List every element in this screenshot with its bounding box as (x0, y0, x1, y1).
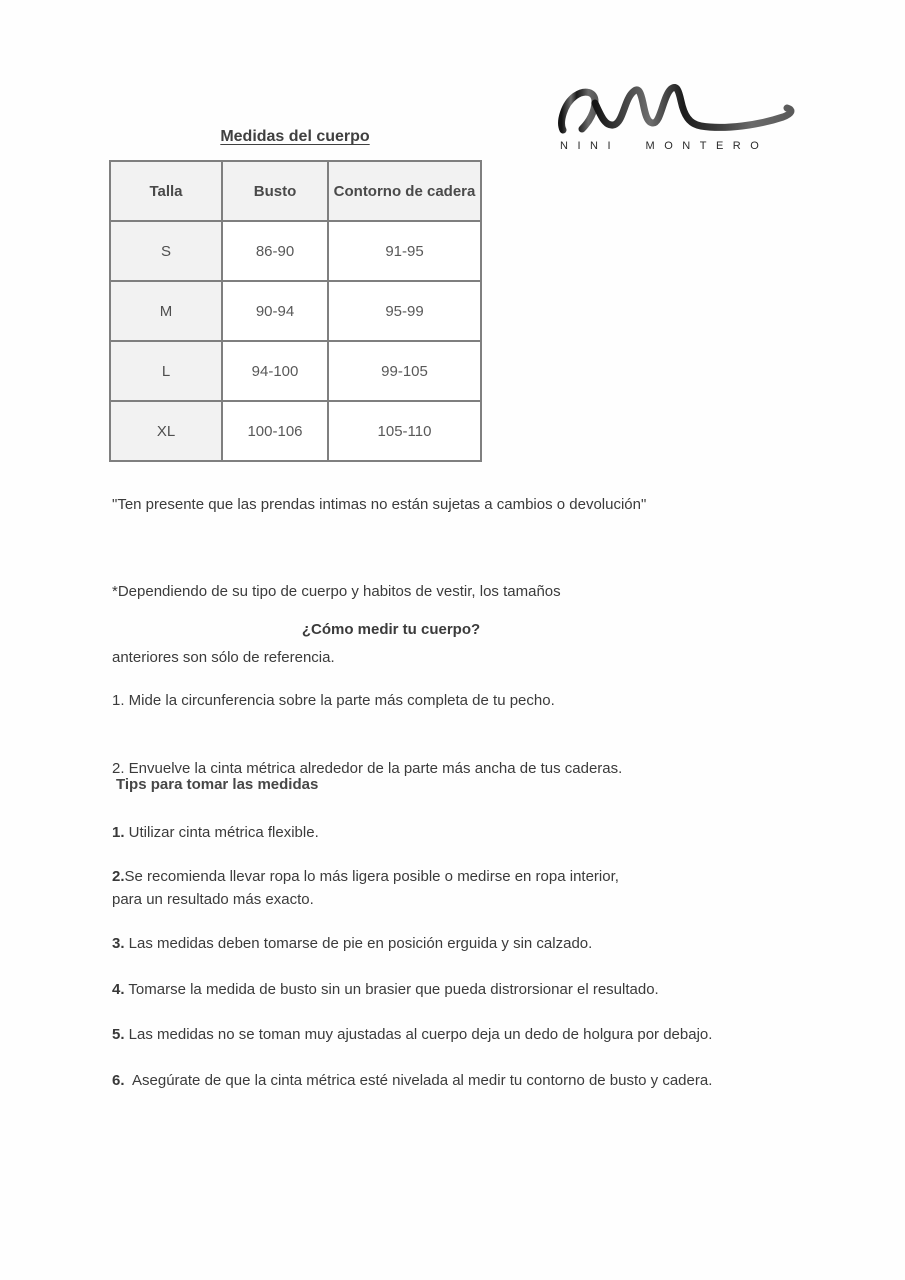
table-header-row (110, 161, 481, 221)
cadera-cell: 105-110 (328, 401, 481, 461)
how-to-step: 1. Mide la circunferencia sobre la parte más completa de tu pecho. (112, 692, 555, 709)
busto-cell: 86-90 (222, 221, 328, 281)
tip-item (112, 932, 752, 955)
tip-item (112, 865, 752, 911)
tip-item (112, 821, 752, 844)
cadera-cell: 95-99 (328, 281, 481, 341)
page-title: Medidas del cuerpo (220, 128, 370, 145)
size-cell: L (110, 341, 222, 401)
brand-name: NINI MONTERO (560, 140, 769, 152)
busto-cell: 90-94 (222, 281, 328, 341)
tips-heading: Tips para tomar las medidas (116, 776, 319, 793)
column-header-busto: Busto (222, 161, 328, 221)
cadera-cell: 91-95 (328, 221, 481, 281)
tip-text: Las medidas no se toman muy ajustadas al cuerpo deja un dedo de holgura por debajo. (124, 1026, 713, 1043)
exchange-policy-quote: "Ten presente que las prendas intimas no están sujetas a cambios o devolución" (112, 496, 647, 513)
tip-item (112, 1069, 752, 1092)
cadera-cell: 99-105 (328, 341, 481, 401)
how-to-measure-heading: ¿Cómo medir tu cuerpo? (301, 621, 481, 638)
tip-text: Las medidas deben tomarse de pie en posición erguida y sin calzado. (124, 935, 593, 952)
size-cell: S (110, 221, 222, 281)
how-to-measure-steps (112, 645, 732, 825)
tip-number: 1. (112, 824, 125, 841)
busto-cell: 94-100 (222, 341, 328, 401)
table-row (110, 281, 481, 341)
column-header-talla: Talla (110, 161, 222, 221)
tip-number: 3. (112, 935, 125, 952)
disclaimer-line: *Dependiendo de su tipo de cuerpo y habitos de vestir, los tamaños (112, 583, 561, 600)
tip-number: 5. (112, 1026, 125, 1043)
tip-number: 4. (112, 981, 125, 998)
disclaimer-line: anteriores son sólo de referencia. (112, 649, 335, 666)
table-row (110, 401, 481, 461)
column-header-cadera: Contorno de cadera (328, 161, 481, 221)
table-row (110, 221, 481, 281)
tip-text-line2: para un resultado más exacto. (112, 891, 314, 908)
how-to-step: 2. Envuelve la cinta métrica alrededor de la parte más ancha de tus caderas. (112, 759, 623, 777)
size-cell: M (110, 281, 222, 341)
size-table (109, 160, 482, 462)
size-cell: XL (110, 401, 222, 461)
tip-text: Tomarse la medida de busto sin un brasier que pueda distrorsionar el resultado. (124, 981, 659, 998)
tip-item (112, 978, 752, 1001)
tip-number: 2. (112, 868, 125, 885)
tip-text: Asegúrate de que la cinta métrica esté nivelada al medir tu contorno de busto y cadera. (124, 1072, 713, 1089)
table-row (110, 341, 481, 401)
tip-text: Se recomienda llevar ropa lo más ligera posible o medirse en ropa interior, (124, 868, 619, 885)
brand-logo (556, 82, 806, 152)
tip-item (112, 1023, 752, 1046)
busto-cell: 100-106 (222, 401, 328, 461)
tip-number: 6. (112, 1072, 125, 1089)
tip-text: Utilizar cinta métrica flexible. (124, 824, 319, 841)
nm-signature-icon (556, 82, 804, 138)
